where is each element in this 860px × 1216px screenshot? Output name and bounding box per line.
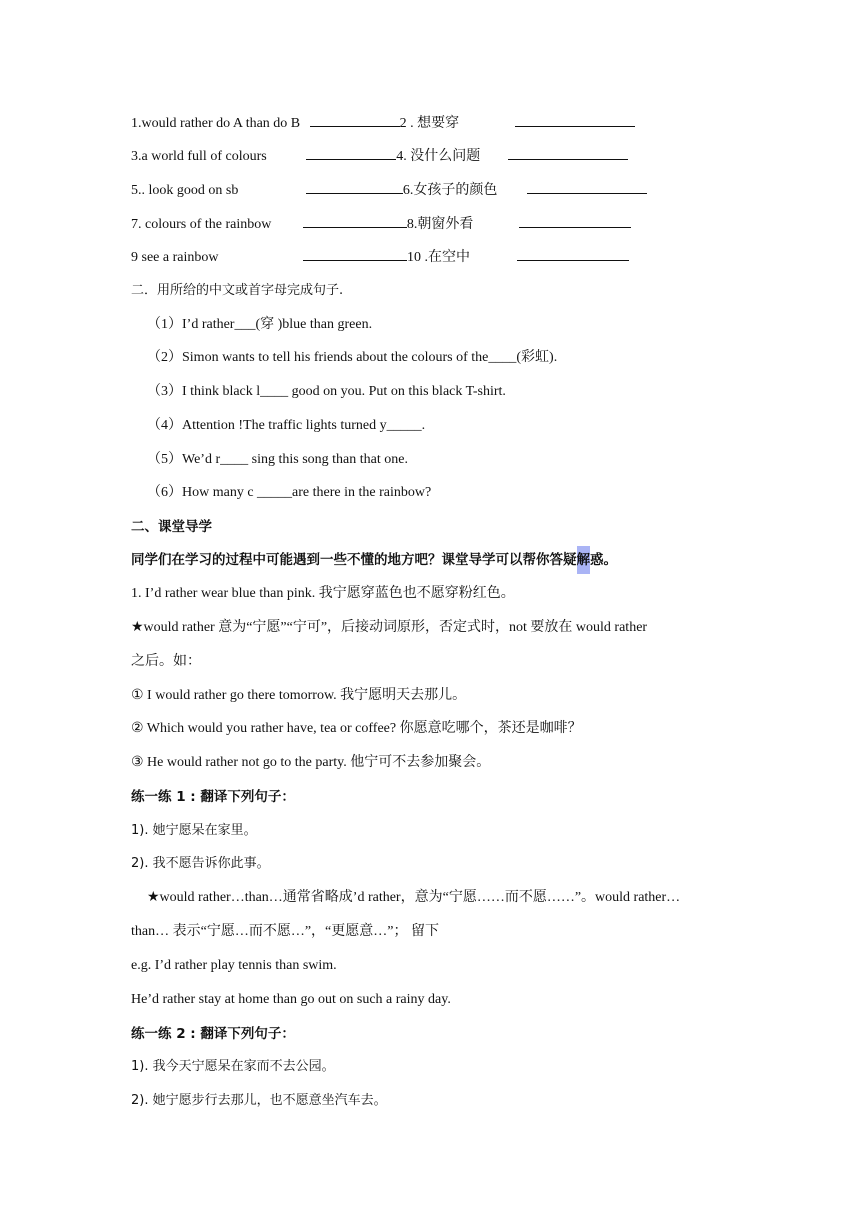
grammar-note: ★would rather…than…通常省略成’d rather，意为“宁愿……而不愿……”。would rather… xyxy=(147,890,681,905)
guide-intro: 同学们在学习的过程中可能遇到一些不懂的地方吧？课堂导学可以帮你答疑解惑。 xyxy=(131,550,617,570)
vocab-row xyxy=(131,213,631,235)
fill-item: （3）I think black l____ good on you. Put on this black T-shirt. xyxy=(147,384,506,399)
vocab-item: 7. colours of the rainbow xyxy=(131,217,272,232)
answer-blank[interactable] xyxy=(508,145,628,160)
section-heading-guide: 二、课堂导学 xyxy=(131,519,212,535)
practice-item: 1). 我今天宁愿呆在家而不去公园。 xyxy=(131,1059,335,1074)
practice-item: 2). 她宁愿步行去那儿，也不愿意坐汽车去。 xyxy=(131,1093,387,1108)
practice-item: 1). 她宁愿呆在家里。 xyxy=(131,823,257,838)
answer-blank[interactable] xyxy=(527,179,647,194)
fill-item: （5）We’d r____ sing this song than that one. xyxy=(147,452,408,467)
vocab-row xyxy=(131,145,628,167)
vocab-item: 6.女孩子的颜色 xyxy=(402,183,498,198)
grammar-note-cont: 之后。如： xyxy=(131,654,201,669)
example-sentence: 1. I’d rather wear blue than pink. 我宁愿穿蓝色也不愿穿粉红色。 xyxy=(131,586,515,601)
grammar-note-cont: than… 表示“宁愿…而不愿…”，“更愿意…”； 留下 xyxy=(131,924,439,939)
vocab-item: 5.. look good on sb xyxy=(131,183,239,198)
practice-heading: 练一练 2 : 翻译下列句子： xyxy=(131,1026,295,1042)
vocab-row xyxy=(131,179,647,201)
example-sentence: ② Which would you rather have, tea or coffee? 你愿意吃哪个，茶还是咖啡？ xyxy=(131,721,582,736)
vocab-item: 10 .在空中 xyxy=(406,250,470,265)
vocab-item: 3.a world full of colours xyxy=(131,149,267,164)
grammar-note: ★would rather 意为“宁愿”“宁可”，后接动词原形，否定式时，not 要放在 would rather xyxy=(131,620,648,635)
answer-blank[interactable] xyxy=(519,213,631,228)
vocab-item: 4. 没什么问题 xyxy=(396,149,481,164)
practice-item: 2). 我不愿告诉你此事。 xyxy=(131,856,270,871)
fill-item: （4）Attention !The traffic lights turned y_____. xyxy=(147,418,426,433)
vocab-row xyxy=(131,246,629,268)
fill-item: （2）Simon wants to tell his friends about the colours of the____(彩虹). xyxy=(147,350,558,365)
answer-blank[interactable] xyxy=(515,112,635,127)
fill-item: （6）How many c _____are there in the rainbow? xyxy=(147,485,432,500)
example-sentence: e.g. I’d rather play tennis than swim. xyxy=(131,958,337,973)
practice-heading: 练一练 1 : 翻译下列句子： xyxy=(131,789,295,805)
answer-blank[interactable] xyxy=(517,246,629,261)
vocab-item: 2 . 想要穿 xyxy=(399,116,460,131)
vocab-item: 8.朝窗外看 xyxy=(406,217,474,232)
fill-item: （1）I’d rather___(穿 )blue than green. xyxy=(147,317,373,332)
example-sentence: ① I would rather go there tomorrow. 我宁愿明天去那儿。 xyxy=(131,688,467,703)
vocab-row xyxy=(131,112,635,134)
section-heading-fill: 二．用所给的中文或首字母完成句子. xyxy=(131,283,344,298)
example-sentence: He’d rather stay at home than go out on such a rainy day. xyxy=(131,992,451,1007)
example-sentence: ③ He would rather not go to the party. 他宁可不去参加聚会。 xyxy=(131,755,491,770)
highlighted-text: 解 xyxy=(577,546,591,574)
vocab-item: 9 see a rainbow xyxy=(131,250,219,265)
vocab-item: 1.would rather do A than do B xyxy=(131,116,301,131)
